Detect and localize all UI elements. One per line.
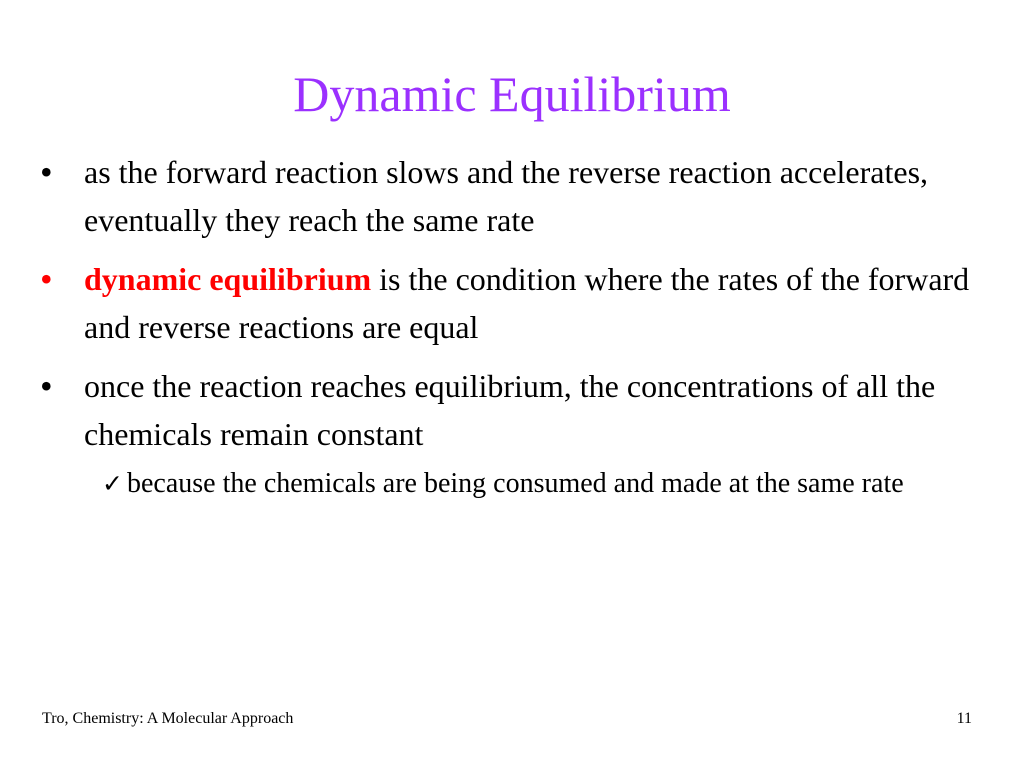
sub-bullet-item <box>40 461 990 506</box>
footer-source: Tro, Chemistry: A Molecular Approach <box>42 710 294 727</box>
bullet-item <box>40 362 990 458</box>
bullet-list <box>40 148 990 506</box>
bullet-dot-icon: • <box>40 152 53 192</box>
page-number: 11 <box>956 710 972 727</box>
sub-bullet-text: because the chemicals are being consumed and made at the same rate <box>127 468 904 499</box>
bullet-dot-icon: • <box>40 259 53 299</box>
bullet-item <box>40 255 990 351</box>
slide-title: Dynamic Equilibrium <box>293 66 731 122</box>
highlighted-term: dynamic equilibrium <box>84 261 372 297</box>
bullet-text: is the condition where the rates of the forward and reverse reactions are equal <box>84 261 970 345</box>
bullet-dot-icon: • <box>40 366 53 406</box>
bullet-item <box>40 148 990 244</box>
checkmark-icon: ✓ <box>102 469 123 498</box>
bullet-text: as the forward reaction slows and the reverse reaction accelerates, eventually they reach the same rate <box>84 154 929 238</box>
bullet-text: once the reaction reaches equilibrium, the concentrations of all the chemicals remain constant <box>84 368 936 452</box>
